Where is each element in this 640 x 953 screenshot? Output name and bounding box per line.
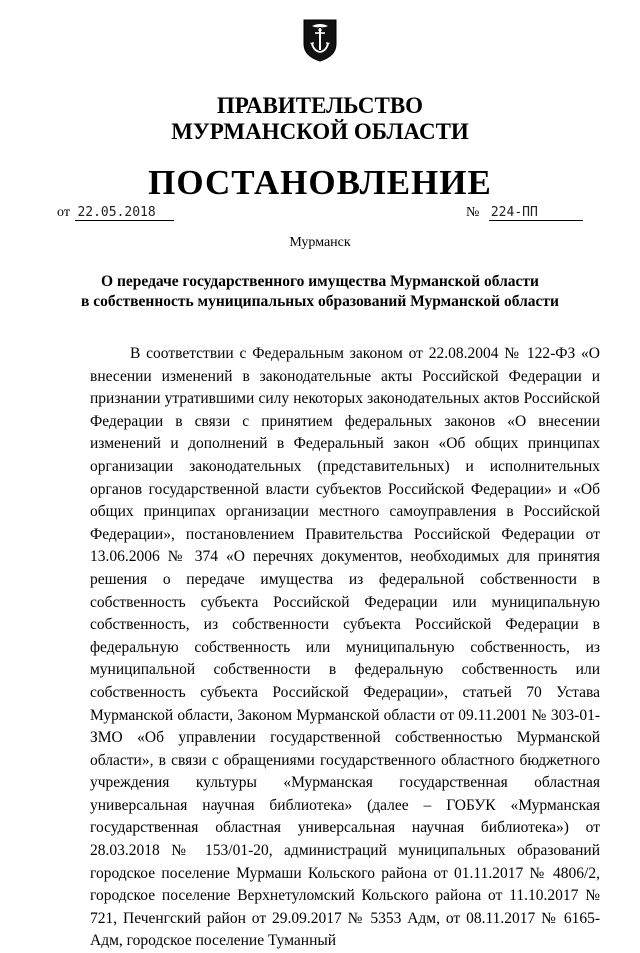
document-date: 22.05.2018 [75, 205, 174, 221]
city-name: Мурманск [289, 235, 351, 250]
title-line1: О передаче государственного имущества Мурманской области [101, 273, 539, 290]
government-name-line2: МУРМАНСКОЙ ОБЛАСТИ [171, 119, 469, 144]
title-line2: в собственность муниципальных образований Мурманской области [81, 293, 559, 310]
number-field [466, 205, 583, 221]
date-prefix: от [57, 205, 70, 220]
document-number: 224-ПП [489, 205, 583, 221]
body-paragraph: В соответствии с Федеральным законом от 22.08.2004 № 122-ФЗ «О внесении изменений в законодательные акты Российской Федерации и признании утратившими силу некоторых законодательных актов Российской Федерации в связи с принятием федеральных законов «О внесении изменений и дополнений в Федеральный закон «Об общих принципах организации законодательных (представительных) и исполнительных органов государственной власти субъектов Российской Федерации» и «Об общих принципах организации местного самоуправления в Российской Федерации», постановлением Правительства Российской Федерации от 13.06.2006 № 374 «О перечнях документов, необходимых для принятия решения о передаче имущества из федеральной собственности в собственность субъекта Российской Федерации или муниципальную собственность, из собственности субъекта Российской Федерации в федеральную собственность или муниципальную собственность, из муниципальной собственности в федеральную собственность или собственность субъекта Российской Федерации», статьей 70 Устава Мурманской области, Законом Мурманской области от 09.11.2001 № 303-01-ЗМО «Об управлении государственной собственностью Мурманской области», в связи с обращениями государственного областного бюджетного учреждения культуры «Мурманская государственная областная универсальная научная библиотека» (далее – ГОБУК «Мурманская государственная областная универсальная научная библиотека») от 28.03.2018 № 153/01-20, администраций муниципальных образований городское поселение Мурмаши Кольского района от 01.11.2017 № 4806/2, городское поселение Верхнетуломский Кольского района от 11.10.2017 № 721, Печенгский район от 29.09.2017 № 5353 Адм, от 08.11.2017 № 6165-Адм, городское поселение Туманный [90, 345, 600, 950]
document-body [90, 343, 600, 953]
coat-of-arms-icon [302, 18, 338, 62]
government-name-line1: ПРАВИТЕЛЬСТВО [216, 93, 424, 118]
number-prefix: № [466, 205, 480, 220]
document-type: ПОСТАНОВЛЕНИЕ [148, 163, 492, 202]
document-title [0, 272, 640, 312]
date-field [57, 205, 174, 221]
